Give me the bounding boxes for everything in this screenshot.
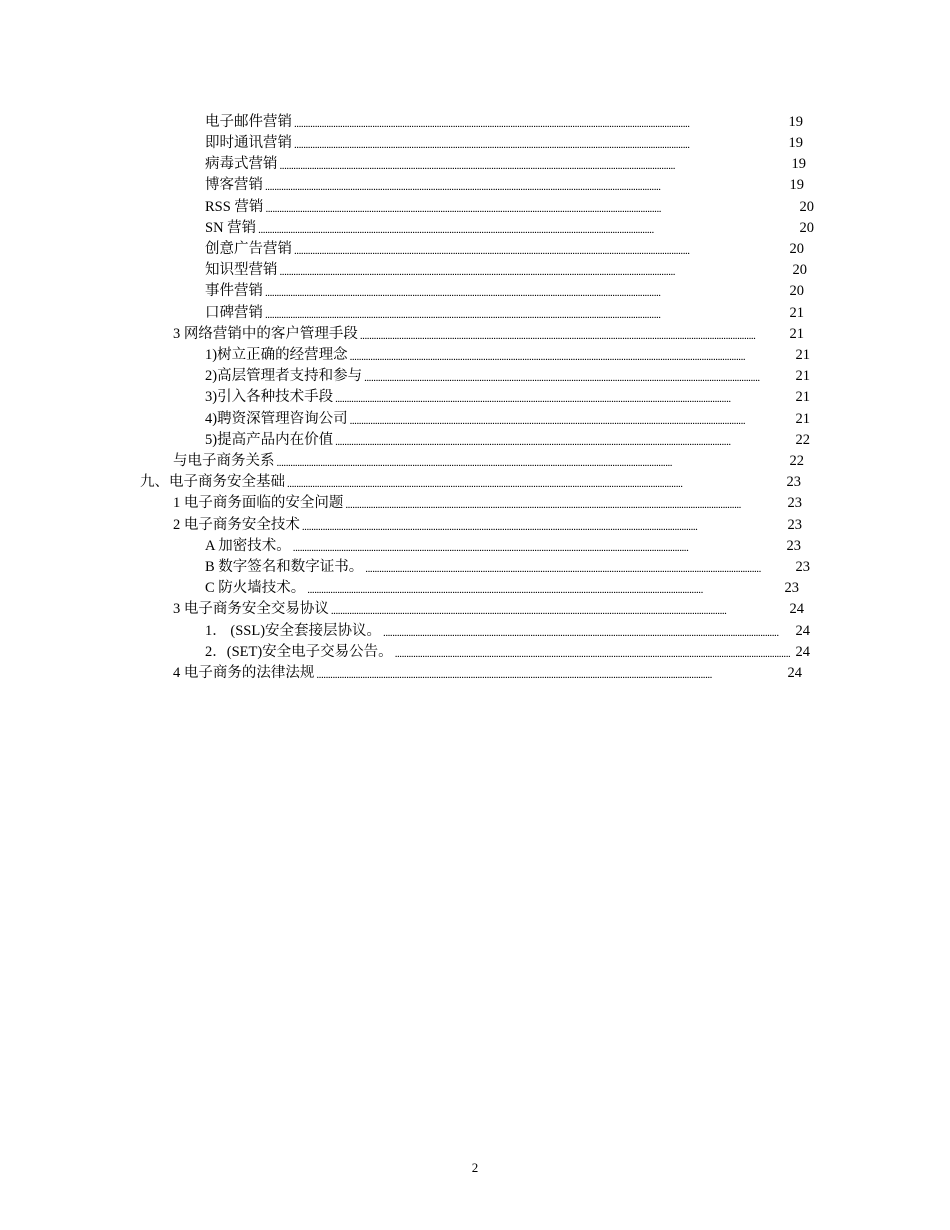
- toc-entry[interactable]: [205, 642, 810, 662]
- toc-entry-page: 19: [789, 177, 804, 193]
- toc-entry[interactable]: [205, 409, 810, 429]
- toc-dot-leader: [287, 472, 785, 492]
- toc-entry-title: 九、电子商务安全基础: [140, 474, 285, 490]
- toc-entry-page: 19: [788, 135, 803, 151]
- toc-entry-title: C 防火墙技术。: [205, 580, 306, 596]
- toc-entry[interactable]: [205, 557, 810, 577]
- toc-entry-title: 3 电子商务安全交易协议: [173, 601, 329, 617]
- toc-entry-page: 20: [792, 262, 807, 278]
- toc-entry-title: 4)聘资深管理咨询公司: [205, 411, 348, 427]
- toc-dot-leader: [335, 387, 793, 407]
- toc-entry[interactable]: [205, 112, 803, 132]
- toc-dot-leader: [302, 515, 786, 535]
- toc-entry-page: 21: [795, 411, 810, 427]
- toc-entry-title: 2)高层管理者支持和参与: [205, 368, 363, 384]
- toc-dot-leader: [360, 324, 788, 344]
- toc-entry-title: 口碑营销: [205, 305, 263, 321]
- toc-entry[interactable]: [205, 154, 806, 174]
- toc-entry[interactable]: [173, 663, 802, 683]
- toc-entry-page: 23: [784, 580, 799, 596]
- toc-entry-title: SN 营销: [205, 220, 257, 236]
- toc-entry[interactable]: [173, 515, 802, 535]
- toc-dot-leader: [265, 197, 797, 217]
- toc-entry-page: 21: [795, 347, 810, 363]
- toc-entry[interactable]: [205, 133, 803, 153]
- toc-dot-leader: [316, 663, 785, 683]
- toc-dot-leader: [345, 493, 785, 513]
- toc-entry-page: 20: [799, 199, 814, 215]
- toc-entry-page: 21: [795, 368, 810, 384]
- toc-entry-title: 1 电子商务面临的安全问题: [173, 495, 344, 511]
- page-number: 2: [471, 1160, 479, 1175]
- toc-entry[interactable]: [205, 578, 799, 598]
- toc-dot-leader: [294, 239, 788, 259]
- toc-dot-leader: [265, 303, 788, 323]
- toc-entry-title: 5)提高产品内在价值: [205, 432, 334, 448]
- toc-entry-page: 24: [789, 601, 804, 617]
- toc-entry[interactable]: [173, 599, 804, 619]
- toc-entry-title: RSS 营销: [205, 199, 264, 215]
- toc-entry[interactable]: [140, 472, 801, 492]
- toc-entry-title: 病毒式营销: [205, 156, 278, 172]
- toc-entry-page: 19: [791, 156, 806, 172]
- toc-dot-leader: [265, 175, 788, 195]
- toc-entry-title: 3 网络营销中的客户管理手段: [173, 326, 358, 342]
- toc-entry[interactable]: [205, 345, 810, 365]
- toc-dot-leader: [350, 409, 794, 429]
- toc-entry-title: 与电子商务关系: [173, 453, 275, 469]
- toc-entry-page: 22: [789, 453, 804, 469]
- toc-entry-title: 2 电子商务安全技术: [173, 517, 300, 533]
- toc-entry-page: 23: [787, 495, 802, 511]
- toc-entry[interactable]: [205, 281, 804, 301]
- toc-entry-title: 事件营销: [205, 283, 263, 299]
- toc-entry[interactable]: [205, 536, 801, 556]
- toc-entry-title: 电子邮件营销: [205, 114, 292, 130]
- toc-entry-title: 创意广告营销: [205, 241, 292, 257]
- toc-entry[interactable]: [205, 218, 814, 238]
- toc-dot-leader: [335, 430, 793, 450]
- toc-entry[interactable]: [205, 621, 810, 641]
- toc-entry-title: 知识型营销: [205, 262, 278, 278]
- toc-entry[interactable]: [173, 493, 802, 513]
- toc-entry-page: 21: [789, 326, 804, 342]
- toc-dot-leader: [350, 345, 794, 365]
- toc-entry-page: 24: [795, 623, 810, 639]
- toc-entry-title: 即时通讯营销: [205, 135, 292, 151]
- toc-entry-page: 20: [799, 220, 814, 236]
- toc-entry-page: 21: [795, 389, 810, 405]
- toc-entry[interactable]: [173, 451, 804, 471]
- toc-entry-title: 3)引入各种技术手段: [205, 389, 334, 405]
- toc-dot-leader: [395, 642, 794, 662]
- toc-entry-title: 博客营销: [205, 177, 263, 193]
- toc-entry[interactable]: [205, 387, 810, 407]
- toc-dot-leader: [294, 133, 787, 153]
- toc-entry-title: 4 电子商务的法律法规: [173, 665, 315, 681]
- toc-entry-page: 23: [786, 538, 801, 554]
- toc-entry-title: 1)树立正确的经营理念: [205, 347, 348, 363]
- toc-dot-leader: [331, 599, 788, 619]
- toc-entry[interactable]: [205, 303, 804, 323]
- toc-entry-page: 23: [795, 559, 810, 575]
- toc-dot-leader: [258, 218, 797, 238]
- toc-entry[interactable]: [173, 324, 804, 344]
- toc-entry-page: 20: [789, 241, 804, 257]
- toc-entry-page: 24: [787, 665, 802, 681]
- toc-entry-title: A 加密技术。: [205, 538, 291, 554]
- toc-dot-leader: [294, 112, 787, 132]
- toc-entry-page: 24: [795, 644, 810, 660]
- toc-entry-page: 23: [786, 474, 801, 490]
- toc-entry-page: 22: [795, 432, 810, 448]
- toc-entry[interactable]: [205, 430, 810, 450]
- toc-entry-page: 19: [788, 114, 803, 130]
- toc-dot-leader: [277, 451, 788, 471]
- toc-entry-title: 2．(SET)安全电子交易公告。: [205, 644, 393, 660]
- toc-entry-page: 20: [789, 283, 804, 299]
- toc-entry[interactable]: [205, 239, 804, 259]
- toc-dot-leader: [280, 154, 790, 174]
- toc-entry-page: 23: [787, 517, 802, 533]
- toc-entry-title: B 数字签名和数字证书。: [205, 559, 364, 575]
- toc-dot-leader: [364, 366, 793, 386]
- toc-dot-leader: [307, 578, 782, 598]
- toc-dot-leader: [383, 621, 793, 641]
- toc-dot-leader: [280, 260, 791, 280]
- toc-entry[interactable]: [205, 260, 807, 280]
- toc-dot-leader: [265, 281, 788, 301]
- toc-entry-title: 1． (SSL)安全套接层协议。: [205, 623, 382, 639]
- toc-entry[interactable]: [205, 366, 810, 386]
- toc-entry[interactable]: [205, 197, 814, 217]
- toc-entry-page: 21: [789, 305, 804, 321]
- toc-dot-leader: [293, 536, 785, 556]
- toc-entry[interactable]: [205, 175, 804, 195]
- toc-dot-leader: [365, 557, 793, 577]
